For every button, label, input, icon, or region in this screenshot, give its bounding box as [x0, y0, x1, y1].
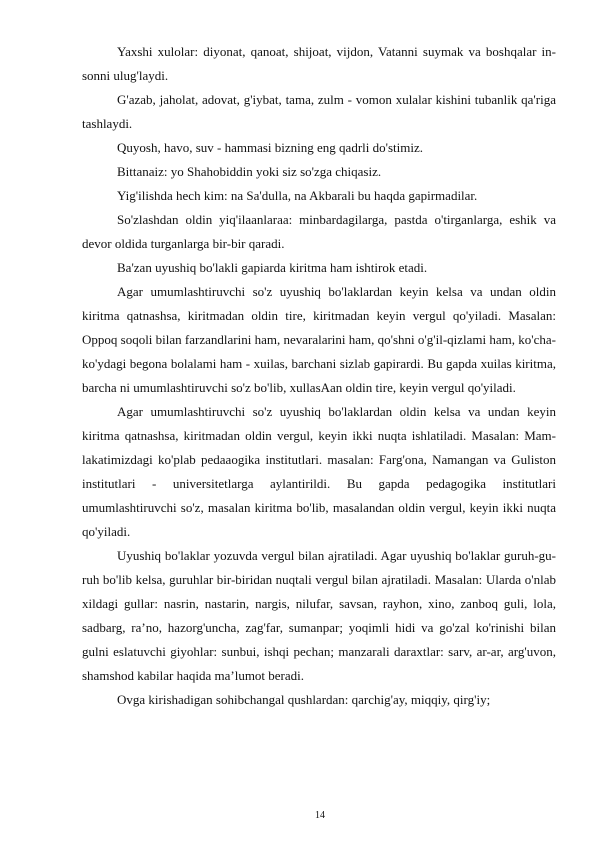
paragraph-rule-comma-colon: Agar umumlashtiruvchi so'z uyushiq bo'laklardan oldin kelsa va undan keyin kiritma qatnashsa, kiritmadan oldin vergul, keyin ikki nuqta ishlatiladi. Masalan: Mam- lakatimizdagi ko'plab pedaaogika institutlari. masalan: Farg'ona, Namangan va Guliston institutlari - universitetlarga aylantirildi. Bu gapda pedagogika institutlari umumlashtiruvchi so'z, masalan kiritma bo'lib, masalandan oldin vergul, keyin ikki nuqta qo'yiladi.: [82, 404, 556, 539]
paragraph-rule-semicolon-groups: Uyushiq bo'laklar yozuvda vergul bilan ajratiladi. Agar uyushiq bo'laklar guruh-gu- ruh bo'lib kelsa, guruhlar bir-biridan nuqtali vergul bilan ajratiladi. Masalan: Ularda o'nlab xildagi gullar: nasrin, nastarin, nargis, nilufar, savsan, rayhon, xino, zanboq guli, lola, sadbarg, ra’no, hazorg'uncha, zag'far, sumanpar; yoqimli hidi va go'zal ko'rinishi bilan gulni eslatuvchi giyohlar: sunbui, ishqi pechan; manzarali daraxtlar: sarv, ar-ar, arg'uvon, shamshod kabilar haqida ma’lumot beradi.: [82, 548, 556, 683]
paragraph-looked-around: So'zlashdan oldin yiq'ilaanlaraa: minbardagilarga, pastda o'tirganlarga, eshik va devor oldida turganlarga bir-bir qaradi.: [82, 212, 556, 251]
paragraph-birds-of-prey: Ovga kirishadigan sohibchangal qushlardan: qarchig'ay, miqqiy, qirg'iy;: [117, 692, 491, 707]
paragraph-either-or: Bittanaiz: yo Shahobiddin yoki siz so'zga chiqasiz.: [117, 164, 382, 179]
paragraph-neither-nor: Yig'ilishda hech kim: na Sa'dulla, na Akbarali bu haqda gapirmadilar.: [117, 188, 478, 203]
page-number: 14: [315, 810, 325, 821]
paragraph-sun-air-water: Quyosh, havo, suv - hammasi bizning eng qadrli do'stimiz.: [117, 140, 423, 155]
paragraph-bad-traits: G'azab, jaholat, adovat, g'iybat, tama, zulm - vomon xulalar kishini tubanlik qa'riga tashlaydi.: [82, 92, 556, 131]
paragraph-parenthetical-intro: Ba'zan uyushiq bo'lakli gapiarda kiritma ham ishtirok etadi.: [117, 260, 428, 275]
document-body: [82, 40, 556, 712]
paragraph-rule-dash-comma: Agar umumlashtiruvchi so'z uyushiq bo'laklardan keyin kelsa va undan oldin kiritma qatnashsa, kiritmadan oldin tire, kiritmadan keyin vergul qo'yiladi. Masalan: Oppoq soqoli bilan farzandlarini ham, nevaralarini ham, qo'shni o'g'il-qizlami ham, ko'cha-ko'ydagi begona bolalami ham - xuilas, barchani sizlab gapirardi. Bu gapda xuilas kiritma, barcha ni umumlashtiruvchi so'z bo'lib, xullasAan oldin tire, keyin vergul qo'yiladi.: [82, 284, 556, 395]
paragraph-good-traits: Yaxshi xulolar: diyonat, qanoat, shijoat, vijdon, Vatanni suymak va boshqalar in- sonni ulug'laydi.: [82, 44, 556, 83]
